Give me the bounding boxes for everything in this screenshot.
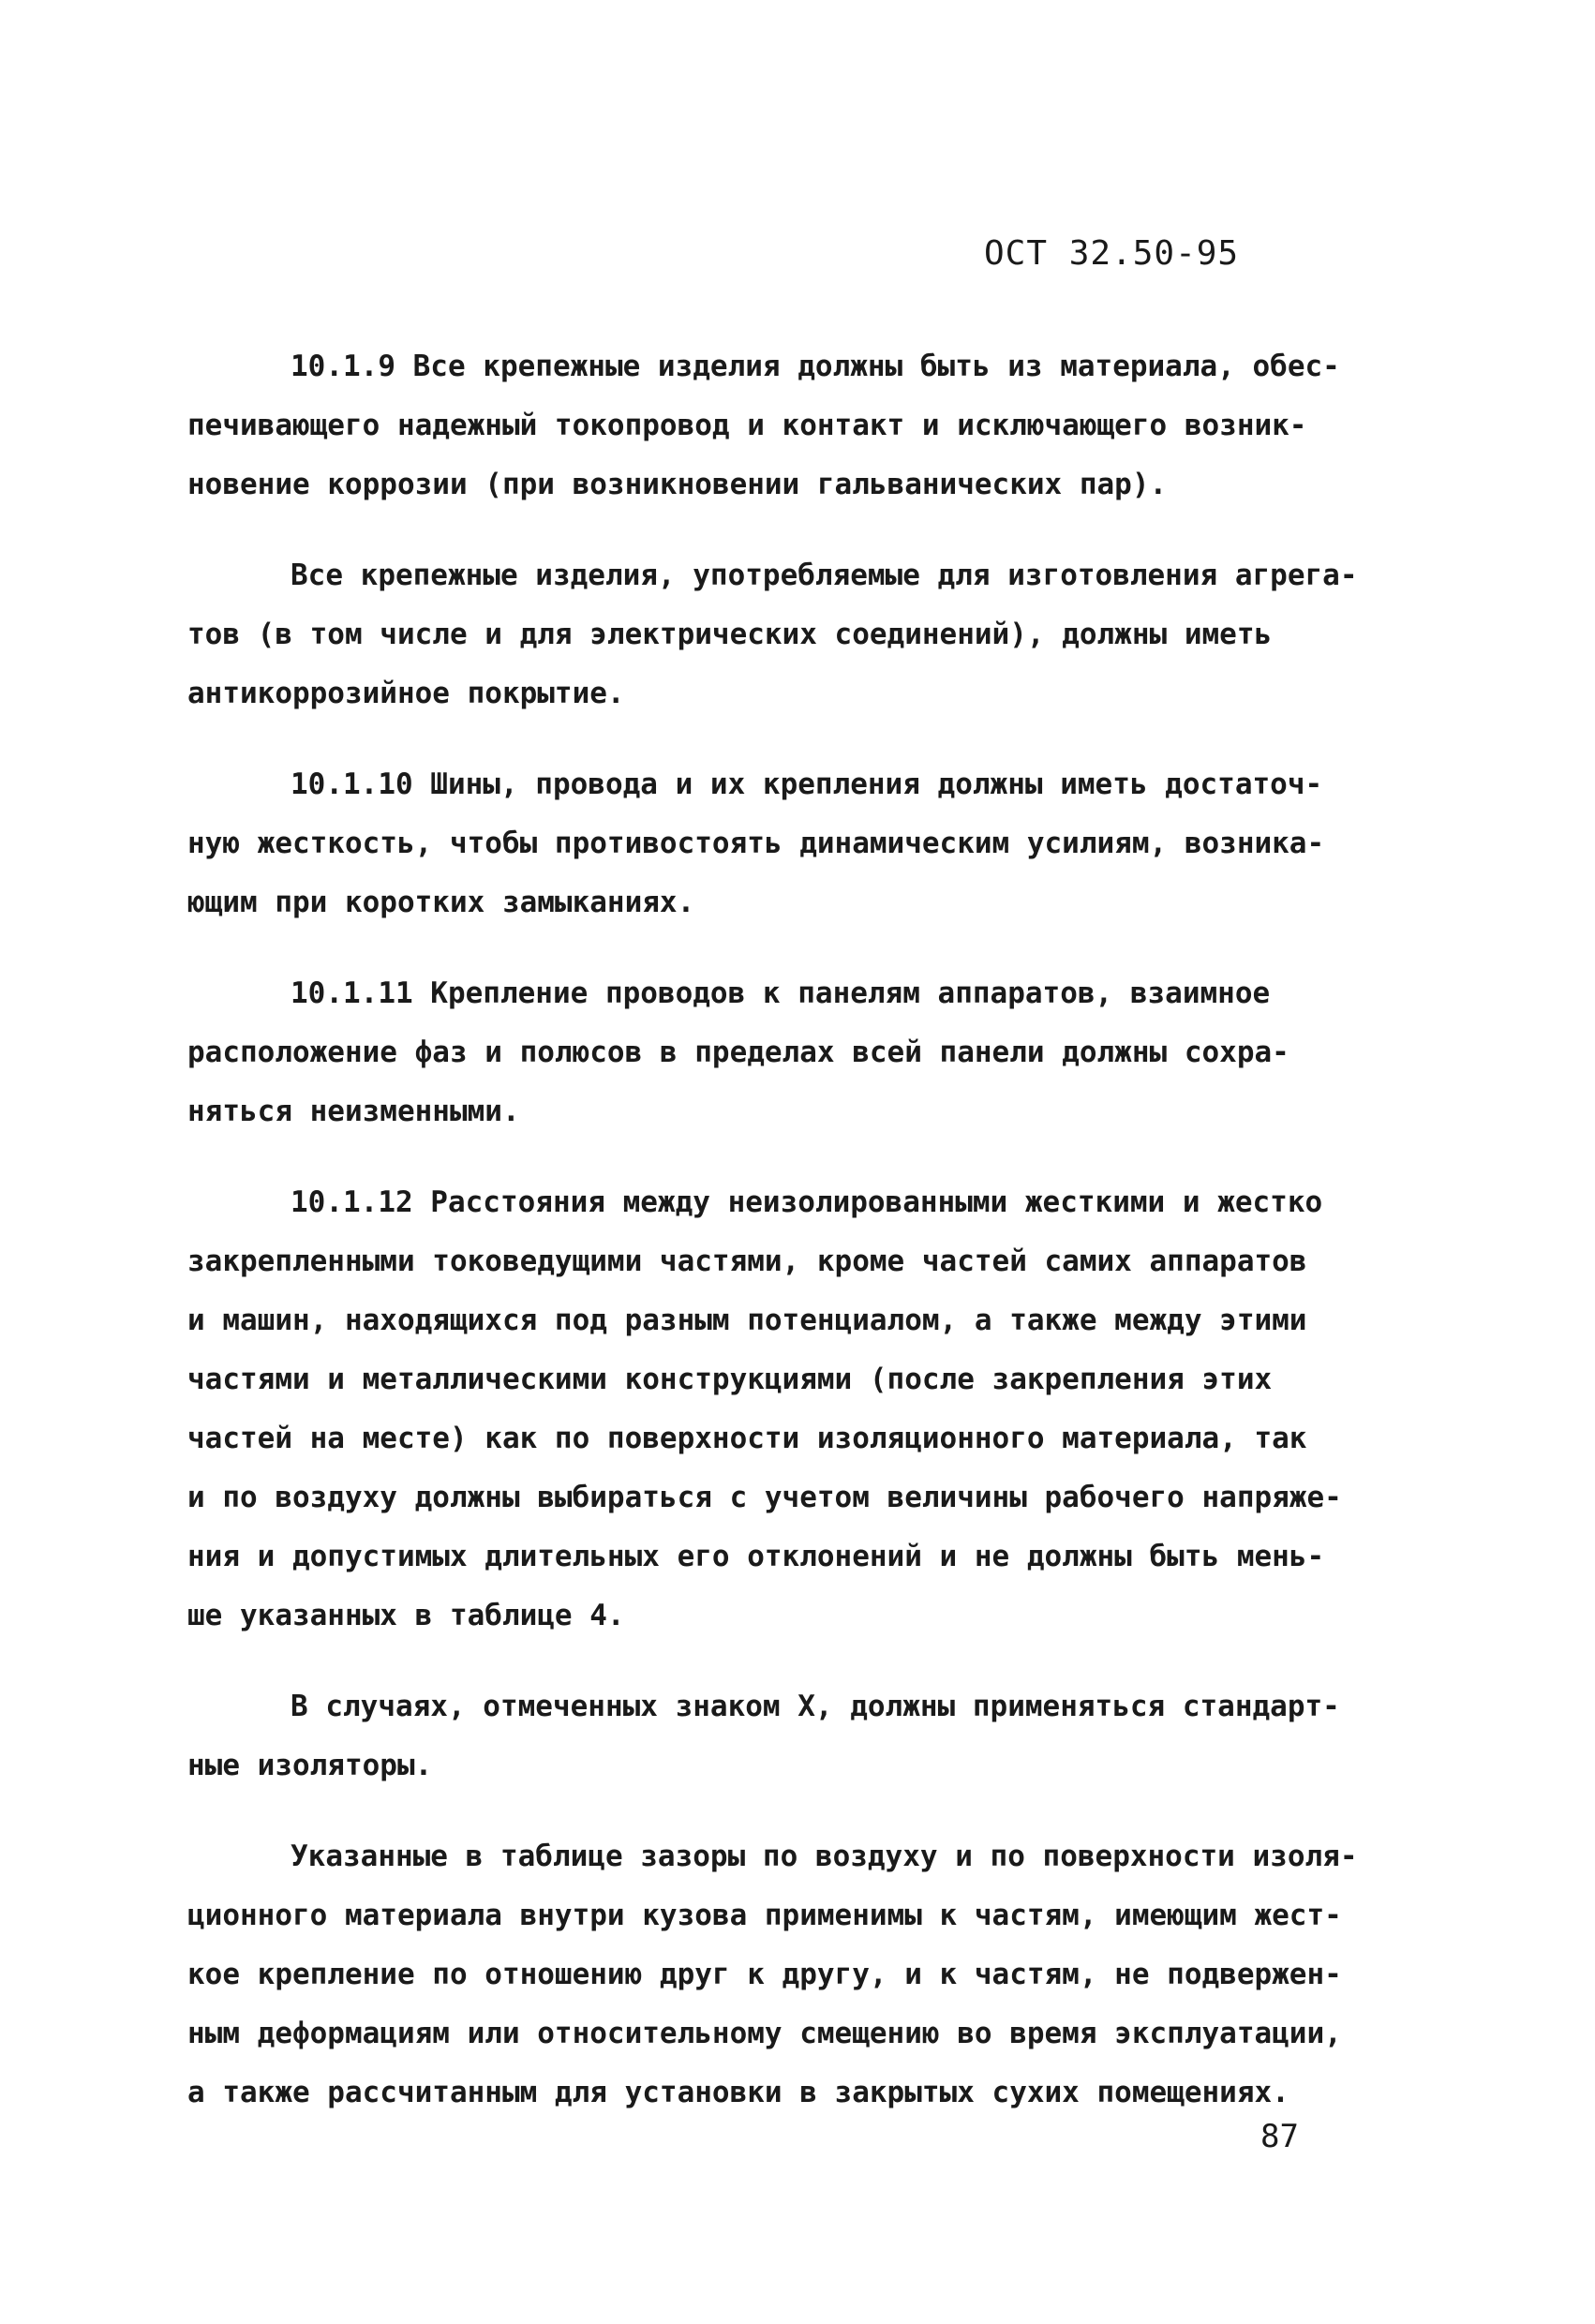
body-text (187, 337, 1406, 2154)
text-line: ния и допустимых длительных его отклонений и не должны быть мень- (187, 1540, 1325, 1573)
text-line: ше указанных в таблице 4. (187, 1599, 625, 1632)
text-line: ющим при коротких замыканиях. (187, 886, 695, 919)
text-line: В случаях, отмеченных знаком Х, должны применяться стандарт- (291, 1690, 1340, 1723)
text-line: закрепленными токоведущими частями, кроме частей самих аппаратов (187, 1244, 1307, 1278)
text-line: и по воздуху должны выбираться с учетом величины рабочего напряже- (187, 1481, 1342, 1514)
text-line: 10.1.12 Расстояния между неизолированными жесткими и жестко (291, 1185, 1323, 1219)
text-line: частями и металлическими конструкциями (после закрепления этих (187, 1363, 1273, 1396)
paragraph (187, 1827, 1406, 2123)
text-line: ционного материала внутри кузова применимы к частям, имеющим жест- (187, 1899, 1342, 1932)
text-line: антикоррозийное покрытие. (187, 677, 625, 710)
text-line: тов (в том числе и для электрических соединений), должны иметь (187, 618, 1273, 651)
text-line: новение коррозии (при возникновении гальванических пар). (187, 468, 1168, 501)
page-number: 87 (1260, 2118, 1299, 2155)
text-line: ным деформациям или относительному смещению во время эксплуатации, (187, 2017, 1342, 2050)
text-line: а также рассчитанным для установки в закрытых сухих помещениях. (187, 2076, 1289, 2109)
text-line: 10.1.10 Шины, провода и их крепления должны иметь достаточ- (291, 767, 1323, 801)
paragraph (187, 337, 1406, 514)
paragraph (187, 546, 1406, 723)
text-line: няться неизменными. (187, 1095, 520, 1128)
text-line: ную жесткость, чтобы противостоять динамическим усилиям, возника- (187, 827, 1325, 860)
text-line: частей на месте) как по поверхности изоляционного материала, так (187, 1422, 1307, 1455)
paragraph (187, 1677, 1406, 1795)
paragraph (187, 755, 1406, 932)
text-line: 10.1.11 Крепление проводов к панелям аппаратов, взаимное (291, 976, 1271, 1010)
text-line: и машин, находящихся под разным потенциалом, а также между этими (187, 1304, 1307, 1337)
text-line: 10.1.9 Все крепежные изделия должны быть из материала, обес- (291, 350, 1340, 383)
document-code: ОСТ 32.50-95 (984, 234, 1240, 273)
paragraph (187, 964, 1406, 1141)
text-line: Все крепежные изделия, употребляемые для изготовления агрега- (291, 559, 1358, 592)
text-line: Указанные в таблице зазоры по воздуху и по поверхности изоля- (291, 1840, 1358, 1873)
text-line: ные изоляторы. (187, 1749, 433, 1782)
text-line: печивающего надежный токопровод и контакт и исключающего возник- (187, 409, 1307, 442)
text-line: расположение фаз и полюсов в пределах всей панели должны сохра- (187, 1035, 1289, 1069)
paragraph (187, 1173, 1406, 1646)
text-line: кое крепление по отношению друг к другу, и к частям, не подвержен- (187, 1958, 1342, 1991)
